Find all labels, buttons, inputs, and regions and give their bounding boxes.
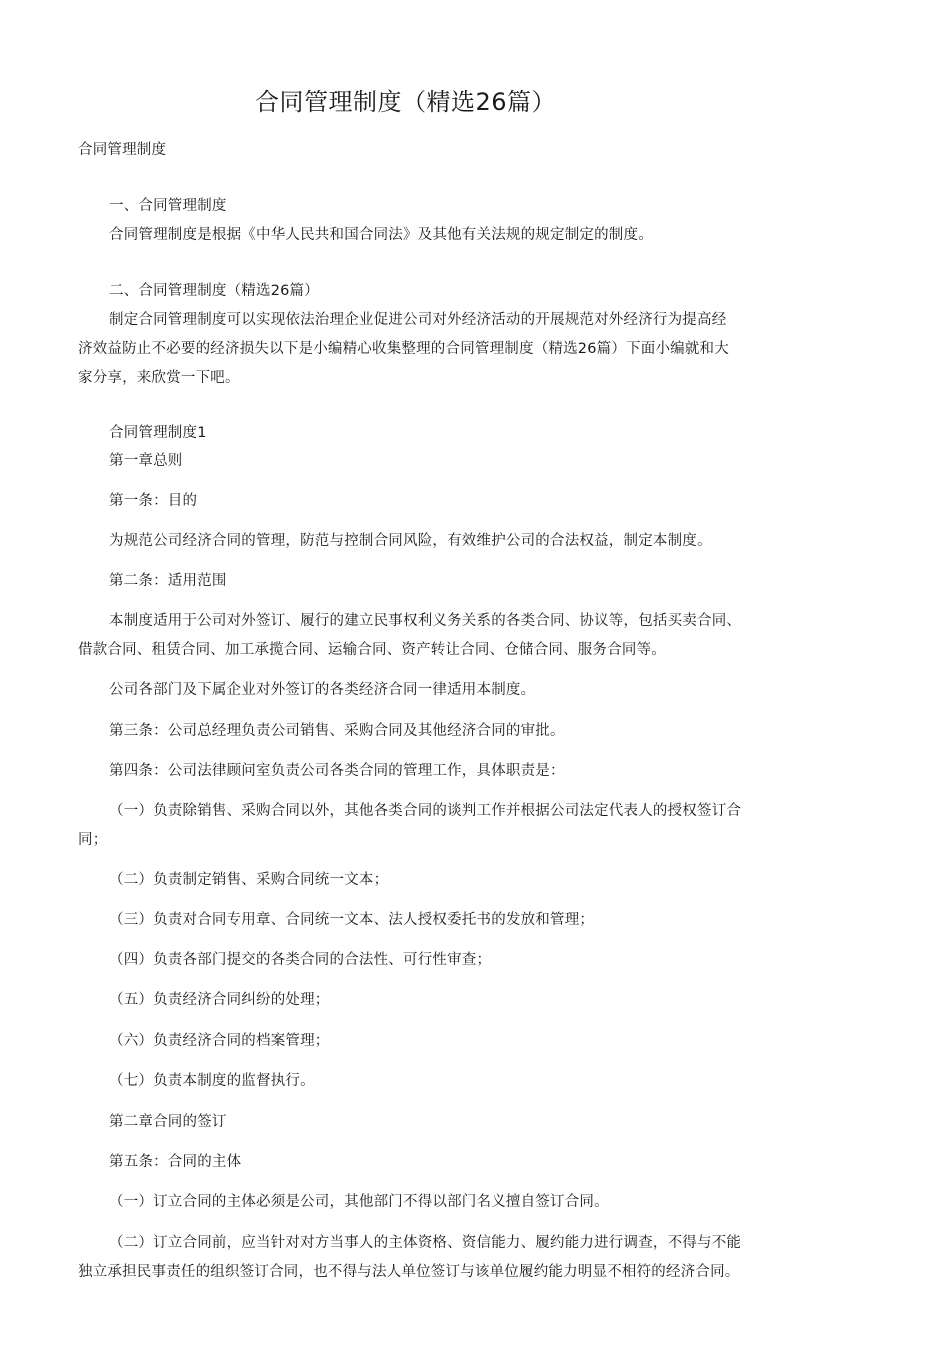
paragraph-line: 家分享，来欣赏一下吧。	[78, 370, 240, 386]
clause-heading: 第一条：目的	[109, 493, 198, 509]
list-item: （五）负责经济合同纠纷的处理；	[109, 992, 330, 1008]
list-item: （一）负责除销售、采购合同以外，其他各类合同的谈判工作并根据公司法定代表人的授权签订合	[109, 803, 742, 819]
list-item: （二）订立合同前，应当针对对方当事人的主体资格、资信能力、履约能力进行调查，不得与不能	[109, 1235, 742, 1251]
list-item: （二）负责制定销售、采购合同统一文本；	[109, 872, 389, 888]
document-title: 合同管理制度（精选26篇）	[255, 88, 557, 116]
paragraph-line: 公司各部门及下属企业对外签订的各类经济合同一律适用本制度。	[109, 682, 536, 698]
paragraph-line: 制定合同管理制度可以实现依法治理企业促进公司对外经济活动的开展规范对外经济行为提高经	[109, 312, 727, 328]
paragraph-line: 本制度适用于公司对外签订、履行的建立民事权利义务关系的各类合同、协议等，包括买卖合同、	[109, 613, 742, 629]
list-item: （三）负责对合同专用章、合同统一文本、法人授权委托书的发放和管理；	[109, 912, 595, 928]
section-heading: 一、合同管理制度	[109, 198, 227, 214]
document-subtitle: 合同管理制度	[78, 142, 167, 158]
article-title: 合同管理制度1	[109, 425, 207, 441]
paragraph-line: 合同管理制度是根据《中华人民共和国合同法》及其他有关法规的规定制定的制度。	[109, 227, 653, 243]
section-heading: 二、合同管理制度（精选26篇）	[109, 283, 319, 299]
chapter-heading: 第二章合同的签订	[109, 1114, 227, 1130]
clause-heading: 第二条：适用范围	[109, 573, 227, 589]
clause-heading: 第三条：公司总经理负责公司销售、采购合同及其他经济合同的审批。	[109, 723, 565, 739]
list-item: 同；	[78, 832, 108, 848]
list-item: （四）负责各部门提交的各类合同的合法性、可行性审查；	[109, 952, 492, 968]
list-item: （六）负责经济合同的档案管理；	[109, 1033, 330, 1049]
list-item: 独立承担民事责任的组织签订合同，也不得与法人单位签订与该单位履约能力明显不相符的经济合同。	[78, 1264, 740, 1280]
chapter-heading: 第一章总则	[109, 453, 183, 469]
paragraph-line: 借款合同、租赁合同、加工承揽合同、运输合同、资产转让合同、仓储合同、服务合同等。	[78, 642, 666, 658]
clause-heading: 第五条：合同的主体	[109, 1154, 242, 1170]
list-item: （七）负责本制度的监督执行。	[109, 1073, 315, 1089]
clause-heading: 第四条：公司法律顾问室负责公司各类合同的管理工作，具体职责是：	[109, 763, 565, 779]
paragraph-line: 为规范公司经济合同的管理，防范与控制合同风险，有效维护公司的合法权益，制定本制度。	[109, 533, 712, 549]
list-item: （一）订立合同的主体必须是公司，其他部门不得以部门名义擅自签订合同。	[109, 1194, 609, 1210]
paragraph-line: 济效益防止不必要的经济损失以下是小编精心收集整理的合同管理制度（精选26篇）下面小编就和大	[78, 341, 729, 357]
